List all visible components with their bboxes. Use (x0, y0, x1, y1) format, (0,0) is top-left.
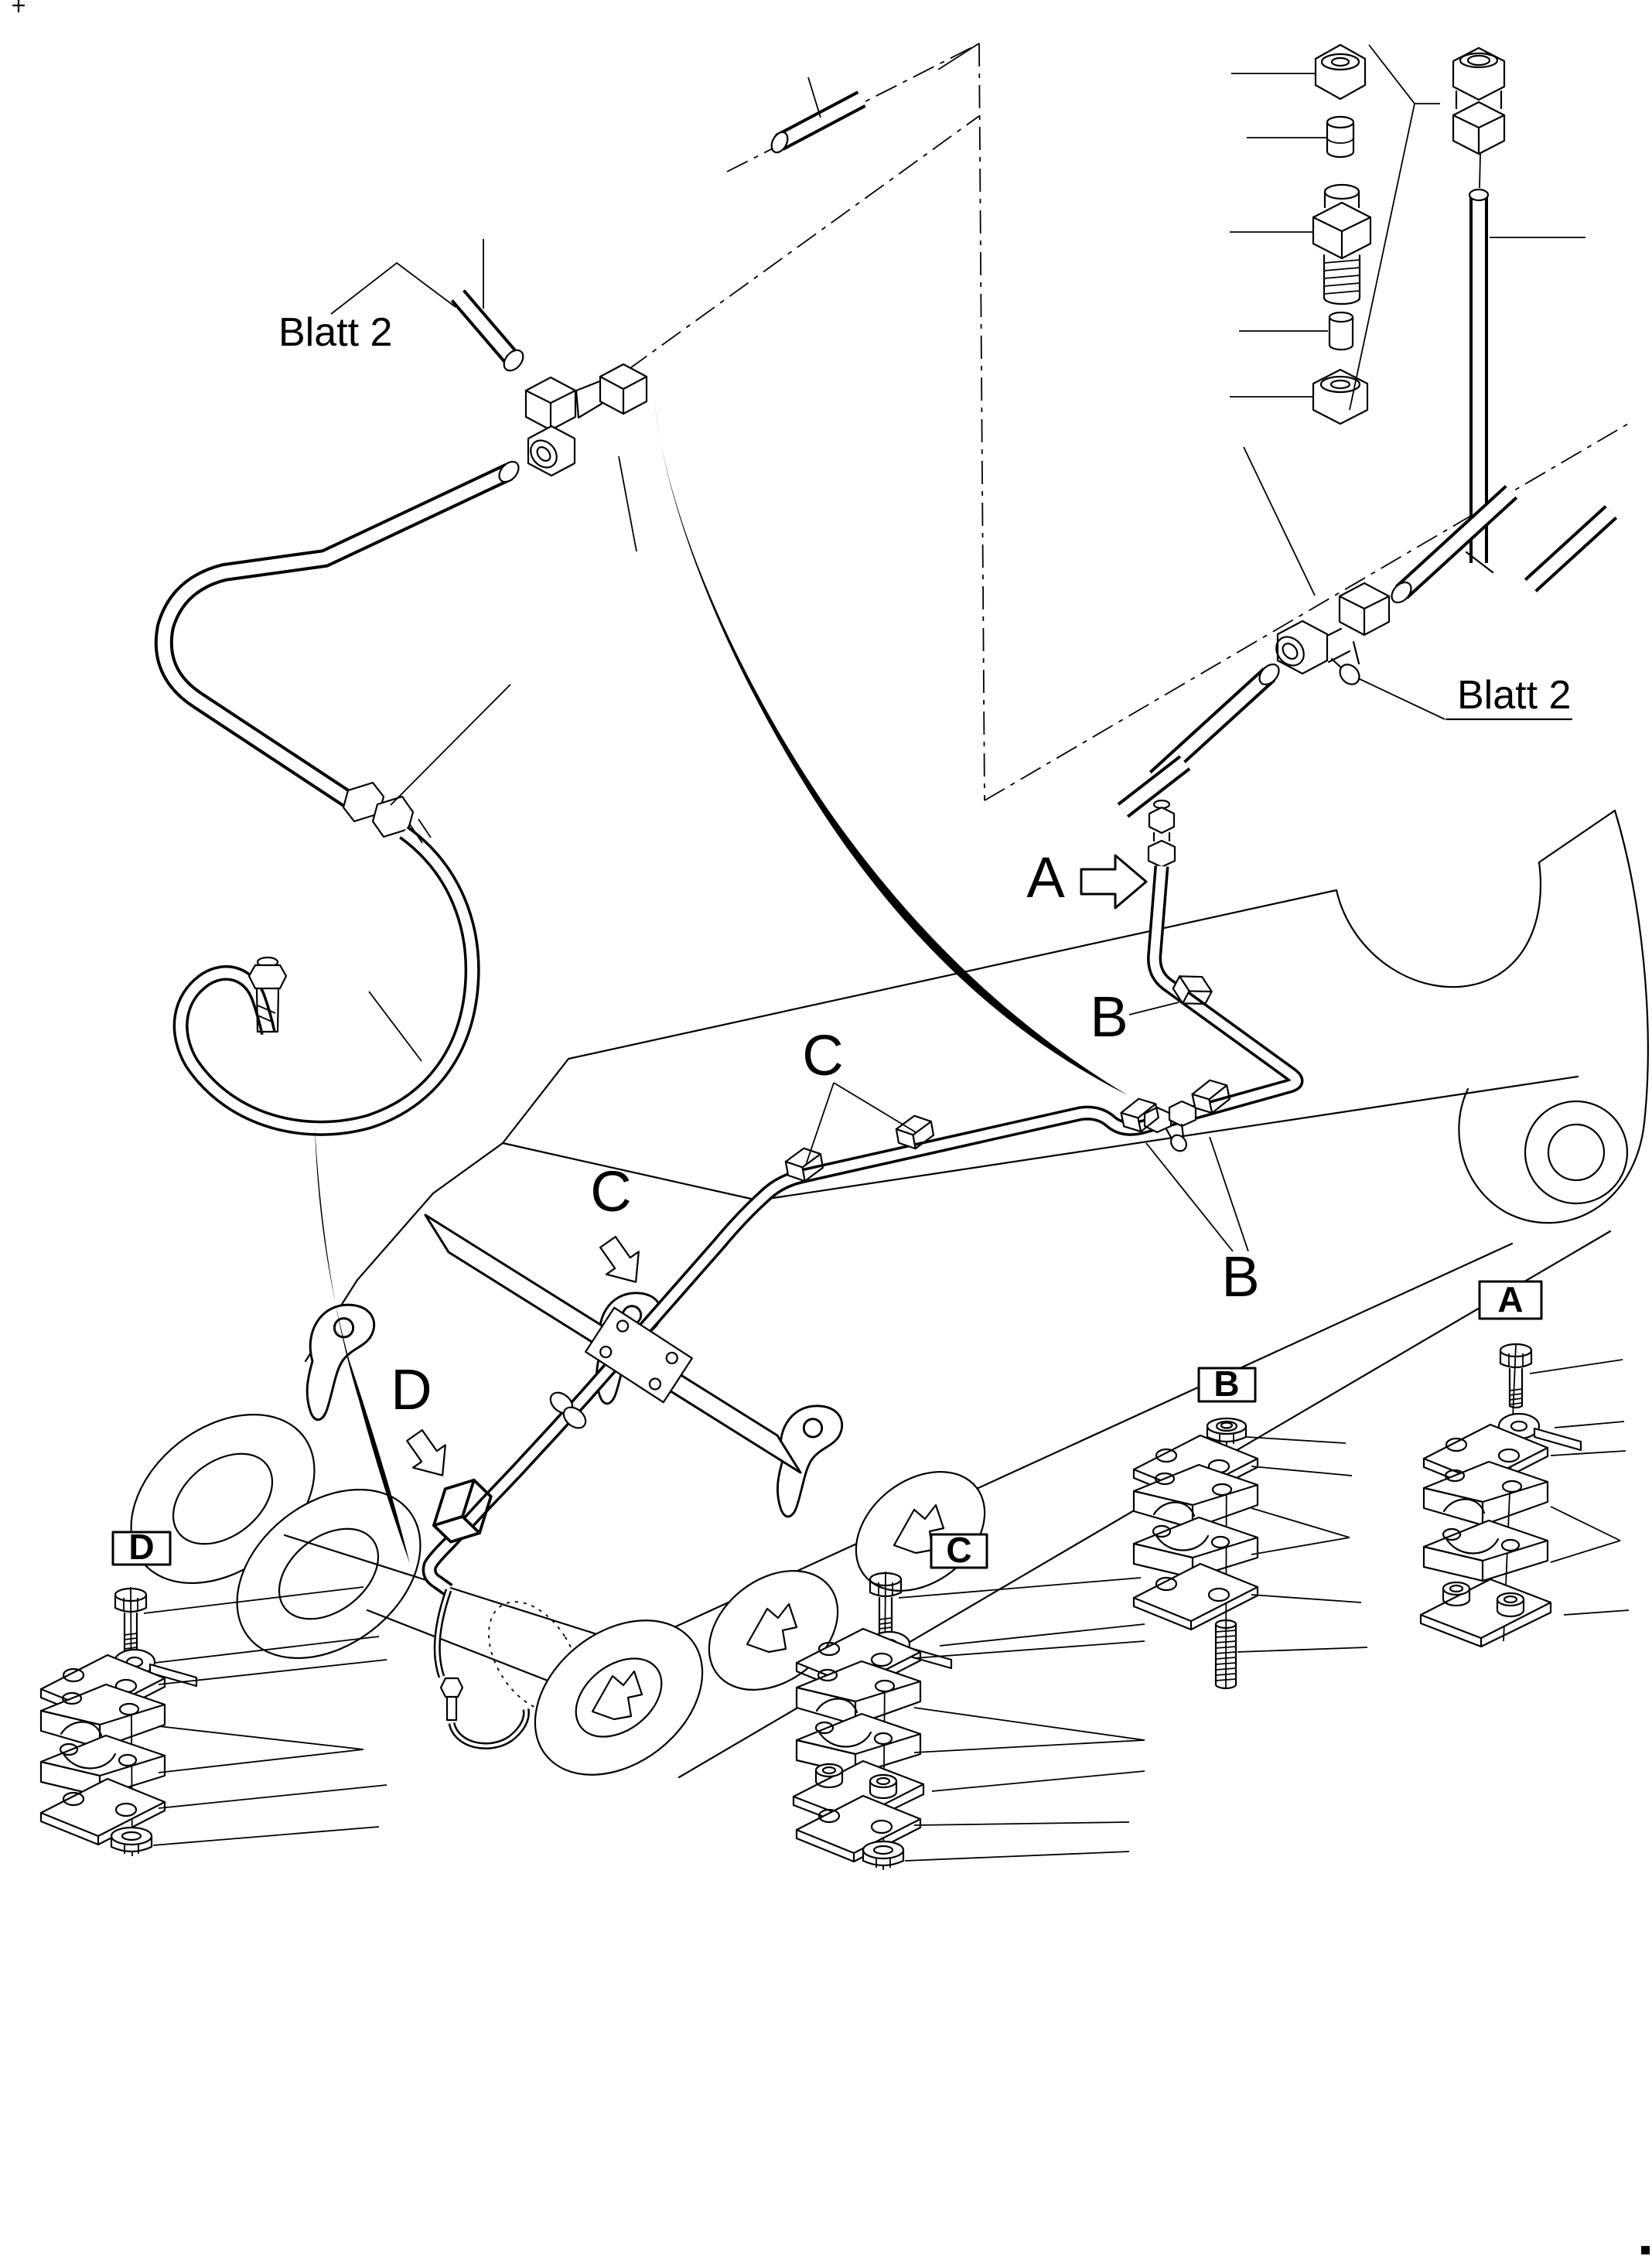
upper-left-line (164, 239, 647, 1128)
ferrule (1327, 117, 1353, 157)
callout-b-lower: B (1221, 1244, 1260, 1309)
hex-nut (863, 1841, 903, 1868)
loose-tube (768, 77, 862, 155)
box-label-d: D (128, 1527, 155, 1567)
clamp-half-upper (1424, 1462, 1548, 1525)
pipe-end-fitting-a (1149, 800, 1175, 867)
sheet-ref-top: Blatt 2 (278, 310, 393, 355)
inset-fitting-stack (1230, 45, 1440, 424)
callout-d: D (391, 1357, 432, 1422)
spacer-plate (1421, 1579, 1551, 1647)
sheet-ref-right: Blatt 2 (1457, 673, 1572, 718)
assembly-b (1134, 1363, 1367, 1688)
arrow-c (592, 1230, 652, 1293)
box-label-a: A (1497, 1279, 1524, 1319)
assembly-a (1421, 1279, 1629, 1647)
break-sweeps (315, 398, 1128, 1564)
register-marks (13, 0, 1650, 2254)
callout-a: A (1026, 845, 1065, 910)
arrow-a (1081, 855, 1146, 908)
callout-c-top: C (802, 1023, 844, 1087)
arrow-d (398, 1424, 459, 1486)
union-nut-bottom (1313, 370, 1367, 424)
boom-tip-bore (1525, 1101, 1627, 1203)
tee-fitting-right (1123, 447, 1611, 811)
clamp-half-lower (1424, 1520, 1548, 1581)
clamp-d (422, 1470, 503, 1552)
foot-hose-end (437, 1590, 526, 1746)
pipe-tee-b (1145, 1101, 1196, 1154)
box-label-c: C (946, 1530, 972, 1570)
hex-nut (111, 1828, 152, 1854)
spacer-ring (1329, 312, 1353, 350)
box-label-b: B (1213, 1363, 1240, 1404)
assembly-c (794, 1530, 1145, 1870)
hose-coupling (343, 783, 413, 837)
union-body (1313, 185, 1370, 304)
tee-fitting-top-left (525, 364, 647, 476)
union-nut-top (1316, 45, 1365, 99)
inset-union-with-tube (1453, 48, 1585, 572)
base-plate (1134, 1564, 1258, 1630)
callout-b-upper: B (1090, 985, 1128, 1049)
callout-c-front: C (590, 1159, 632, 1224)
